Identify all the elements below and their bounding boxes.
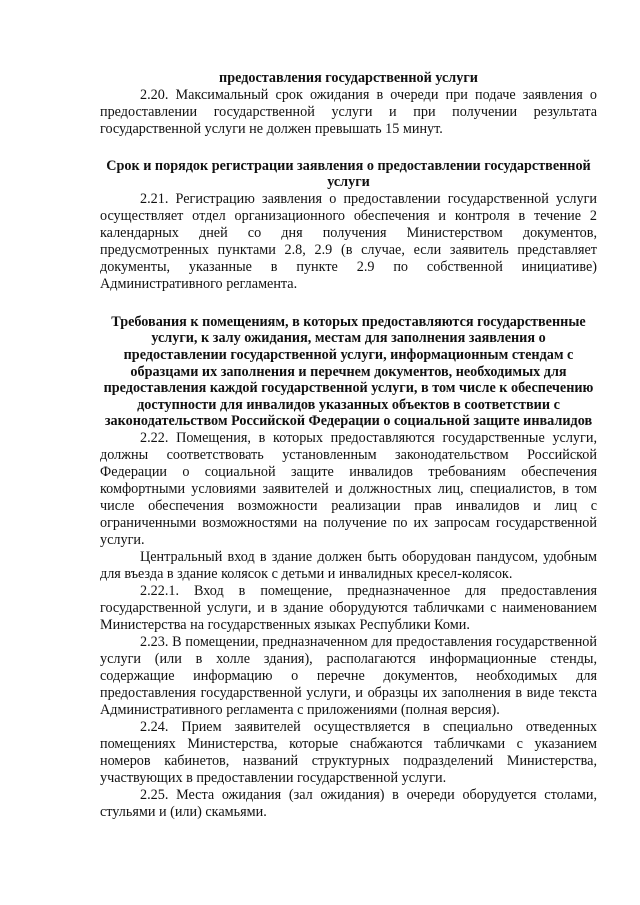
top-heading: предоставления государственной услуги — [219, 70, 478, 86]
paragraph-2-24: 2.24. Прием заявителей осуществляется в специально отведенных помещениях Министерства, которые снабжаются табличками с указанием номеров кабинетов, названий структурных подразделений Министерства, участвующих в предоставлении государственной услуги. — [100, 718, 597, 786]
spacer — [100, 293, 597, 314]
section-title-premises-requirements: Требования к помещениям, в которых предоставляются государственные услуги, к залу ожидания, местам для заполнения заявления о предоставлении государственной услуги, информационным стендам с образцами их заполнения и перечнем документов, необходимых для предоставления каждой государственной услуги, в том числе к обеспечению доступности для инвалидов указанных объектов в соответствии с законодательством Российской Федерации о социальной защите инвалидов — [103, 313, 594, 430]
paragraph-2-20: 2.20. Максимальный срок ожидания в очереди при подаче заявления о предоставлении государственной услуги и при получении результата государственной услуги не должен превышать 15 минут. — [100, 86, 597, 137]
paragraph-2-23: 2.23. В помещении, предназначенном для предоставления государственной услуги (или в холле здания), располагаются информационные стенды, содержащие информацию о перечне документов, необходимых для предоставления государственной услуги, и образцы их заполнения в виде текста Административного регламента с приложениями (полная версия). — [100, 633, 597, 718]
paragraph-2-22: 2.22. Помещения, в которых предоставляются государственные услуги, должны соответствовать установленным законодательством Российской Федерации о социальной защите инвалидов требованиям обеспечения комфортными условиями заявителей и должностных лиц, специалистов, в том числе обеспечения возможности реализации прав инвалидов и лиц с ограниченными возможностями на получение по их запросам государственной услуги. — [100, 429, 597, 548]
paragraph-2-25: 2.25. Места ожидания (зал ожидания) в очереди оборудуется столами, стульями и (или) скамьями. — [100, 786, 597, 820]
paragraph-2-21: 2.21. Регистрацию заявления о предоставлении государственной услуги осуществляет отдел организационного обеспечения и контроля в течение 2 календарных дней со дня получения Министерством документов, предусмотренных пунктами 2.8, 2.9 (в случае, если заявитель представляет документы, указанные в пункте 2.9 по собственной инициативе) Административного регламента. — [100, 190, 597, 292]
spacer — [100, 138, 597, 158]
paragraph-central-entrance: Центральный вход в здание должен быть оборудован пандусом, удобным для въезда в здание колясок с детьми и инвалидных кресел-колясок. — [100, 548, 597, 582]
document-body — [100, 70, 597, 821]
paragraph-2-22-1: 2.22.1. Вход в помещение, предназначенное для предоставления государственной услуги, и в здание оборудуются табличками с наименованием Министерства на государственных языках Республики Коми. — [100, 582, 597, 633]
section-title-registration: Срок и порядок регистрации заявления о предоставлении государственной услуги — [106, 157, 591, 191]
